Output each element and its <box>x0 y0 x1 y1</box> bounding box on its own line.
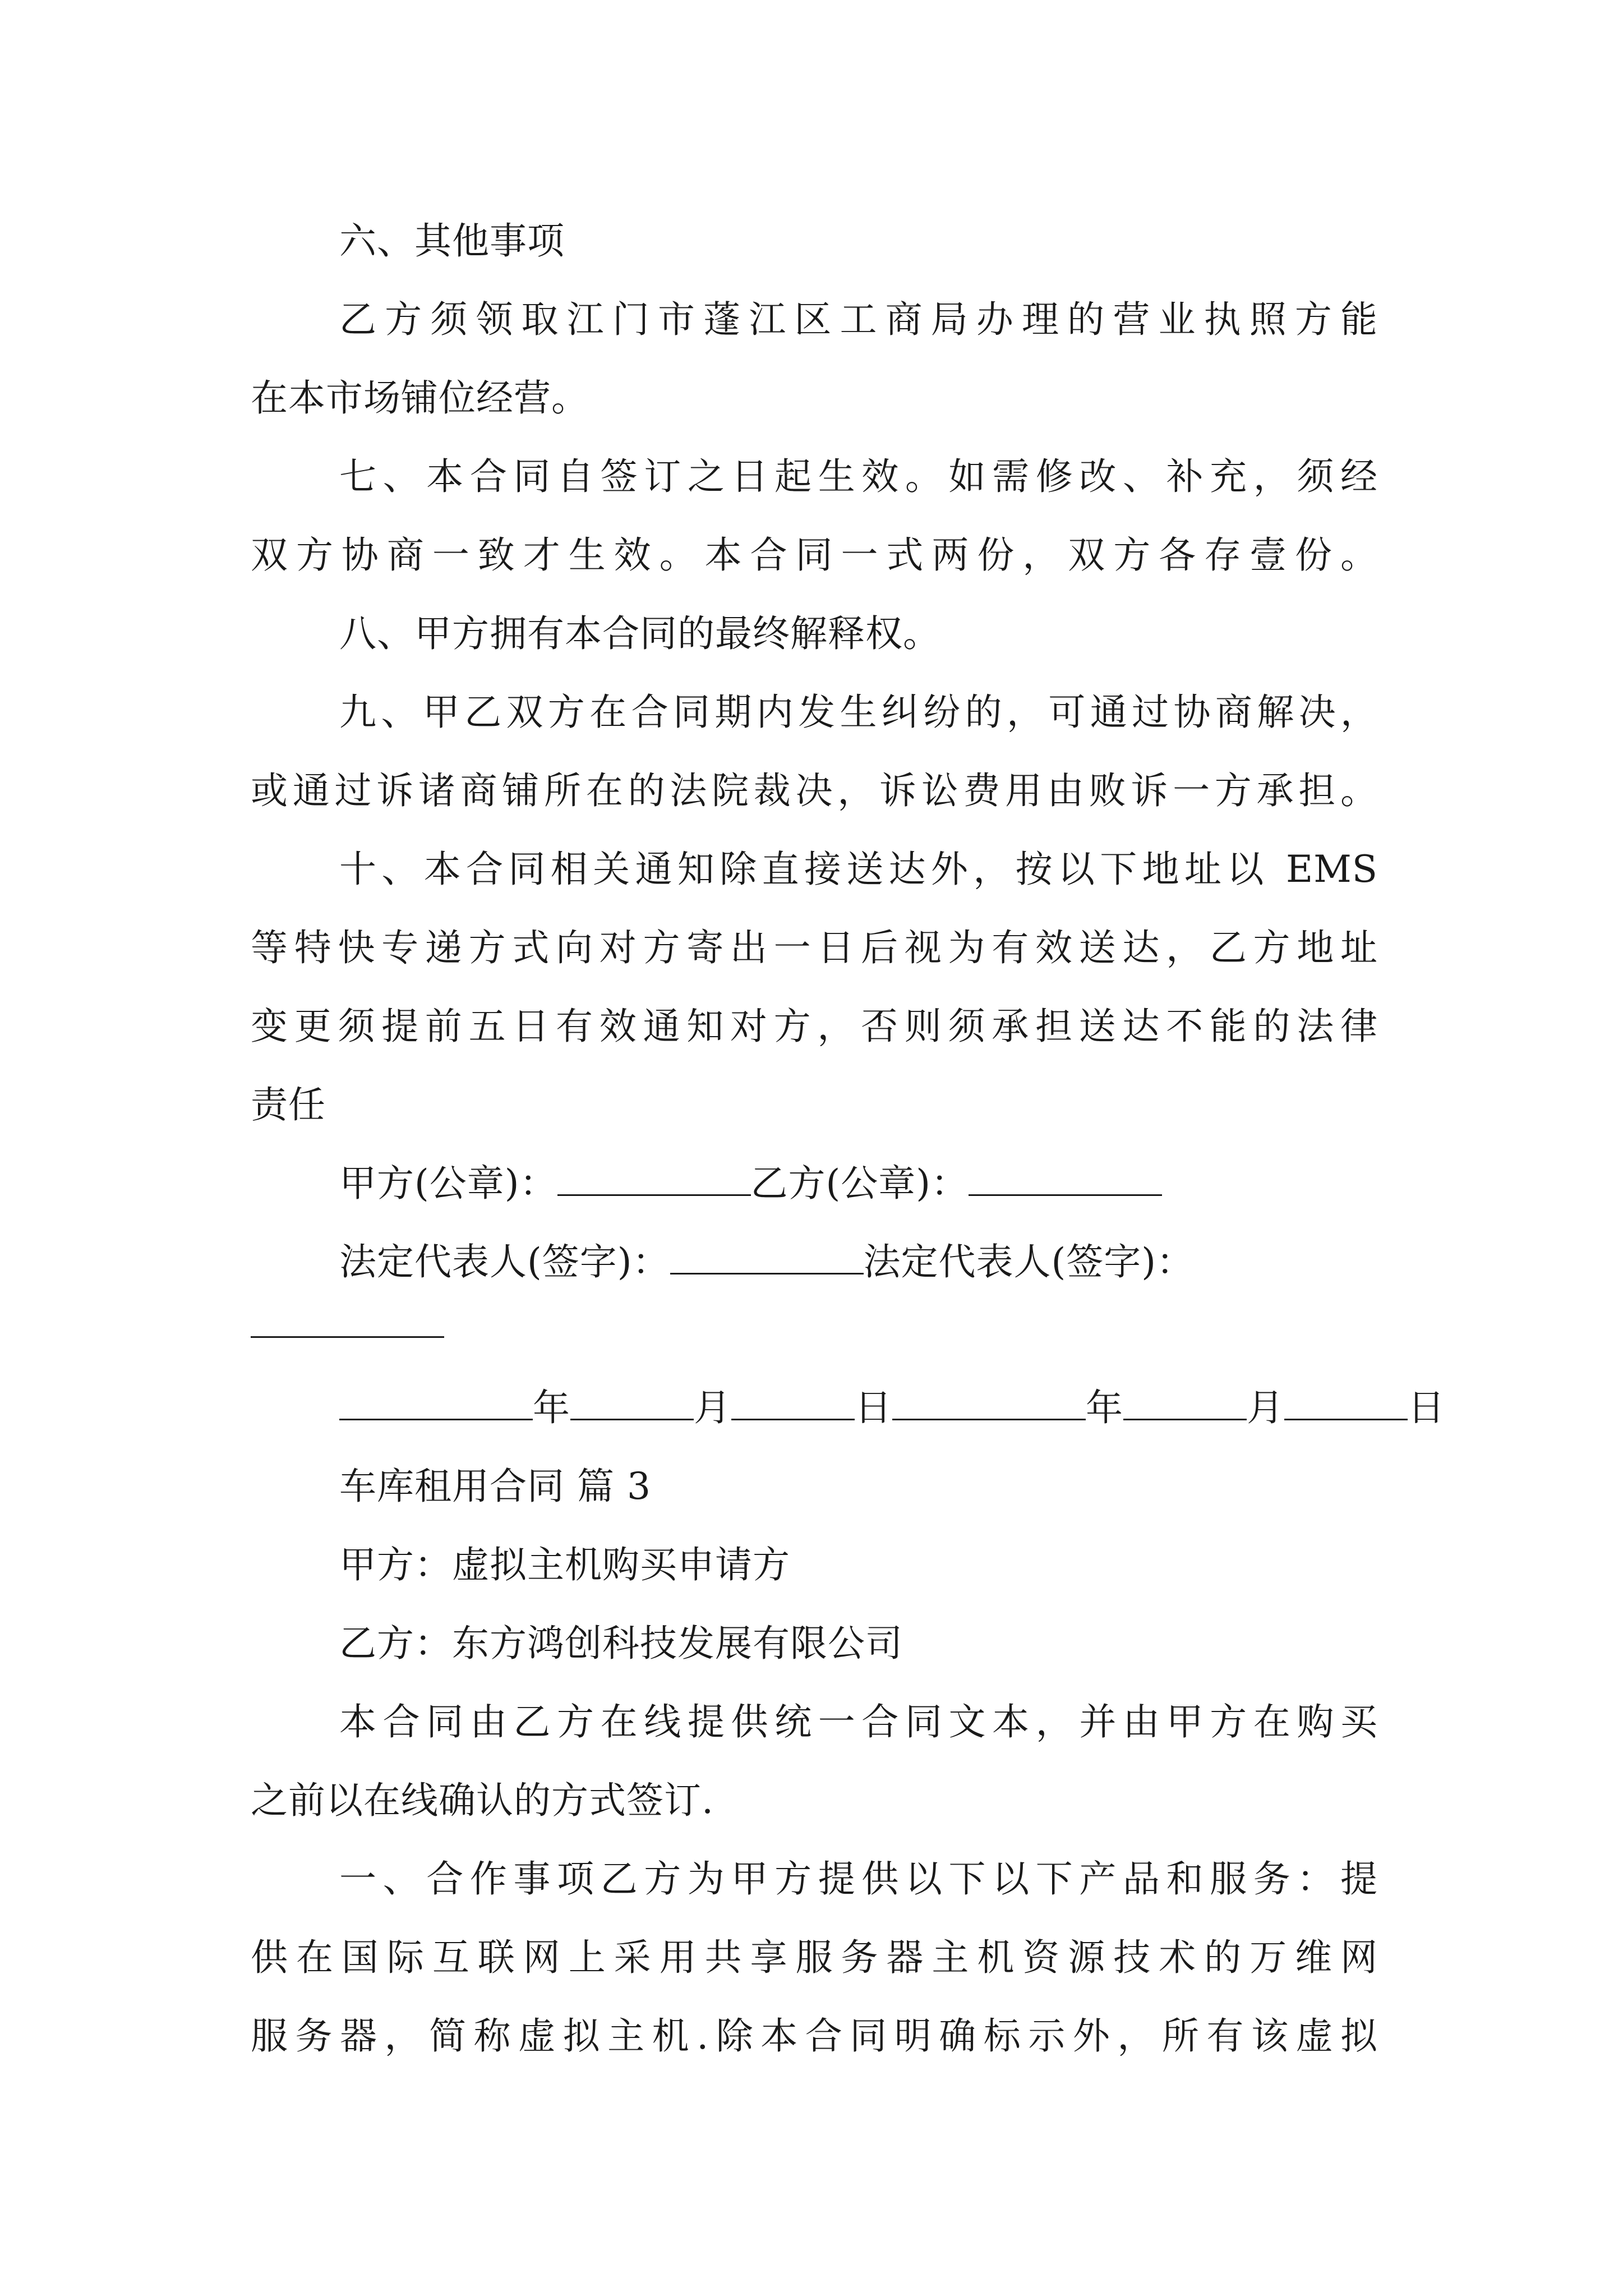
paragraph-line: 在本市场铺位经营。 <box>251 376 589 420</box>
paragraph-line: 一、合作事项乙方为甲方提供以下以下产品和服务：提 <box>339 1857 1378 1901</box>
paragraph-line: 十、本合同相关通知除直接送达外，按以下地址以 EMS <box>339 848 1378 891</box>
paragraph-line: 双方协商一致才生效。本合同一式两份，双方各存壹份。 <box>251 533 1378 577</box>
signature-seal-line <box>339 1158 1162 1209</box>
paragraph-line: 变更须提前五日有效通知对方，否则须承担送达不能的法律 <box>251 1005 1378 1048</box>
paragraph-line: 服务器，简称虚拟主机.除本合同明确标示外，所有该虚拟 <box>251 2014 1378 2058</box>
party-a-month-blank <box>570 1384 694 1420</box>
party-b-representative-blank <box>251 1336 444 1338</box>
day-label-a: 日 <box>855 1386 892 1429</box>
party-b-representative-label: 法定代表人(签字)： <box>863 1240 1194 1283</box>
paragraph-line: 或通过诉诸商铺所在的法院裁决，诉讼费用由败诉一方承担。 <box>251 769 1378 812</box>
paragraph-line: 八、甲方拥有本合同的最终解释权。 <box>339 612 940 655</box>
paragraph-line: 之前以在线确认的方式签订. <box>251 1779 714 1822</box>
party-b-seal-blank <box>969 1159 1162 1196</box>
year-label-a: 年 <box>533 1386 570 1429</box>
party-b-month-blank <box>1123 1384 1247 1420</box>
month-label-b: 月 <box>1247 1386 1284 1429</box>
paragraph-line: 乙方须领取江门市蓬江区工商局办理的营业执照方能 <box>339 298 1378 341</box>
section3-party-a: 甲方：虚拟主机购买申请方 <box>339 1543 790 1586</box>
day-label-b: 日 <box>1408 1386 1445 1429</box>
paragraph-line: 责任 <box>251 1083 326 1126</box>
paragraph-line: 本合同由乙方在线提供统一合同文本，并由甲方在购买 <box>339 1700 1378 1743</box>
month-label-a: 月 <box>694 1386 731 1429</box>
party-a-seal-blank <box>557 1159 751 1196</box>
party-b-seal-label: 乙方(公章)： <box>750 1162 969 1205</box>
party-b-day-blank <box>1284 1384 1408 1420</box>
section3-party-b: 乙方：东方鸿创科技发展有限公司 <box>339 1622 903 1665</box>
year-label-b: 年 <box>1086 1386 1123 1429</box>
section3-title: 车库租用合同 篇 3 <box>339 1465 651 1508</box>
party-a-representative-label: 法定代表人(签字)： <box>339 1240 670 1283</box>
paragraph-line: 七、本合同自签订之日起生效。如需修改、补充，须经 <box>339 455 1378 498</box>
party-b-year-blank <box>892 1384 1086 1420</box>
party-a-representative-blank <box>670 1238 864 1274</box>
signature-date-line <box>339 1383 1445 1433</box>
paragraph-line: 九、甲乙双方在合同期内发生纠纷的，可通过协商解决， <box>339 691 1378 734</box>
party-a-seal-label: 甲方(公章)： <box>339 1162 557 1205</box>
party-a-year-blank <box>339 1384 533 1420</box>
party-a-day-blank <box>731 1384 855 1420</box>
paragraph-line: 供在国际互联网上采用共享服务器主机资源技术的万维网 <box>251 1936 1378 1979</box>
signature-representative-line <box>339 1237 1194 1287</box>
paragraph-line: 等特快专递方式向对方寄出一日后视为有效送达，乙方地址 <box>251 926 1378 969</box>
section-heading-other-matters: 六、其他事项 <box>339 219 565 263</box>
